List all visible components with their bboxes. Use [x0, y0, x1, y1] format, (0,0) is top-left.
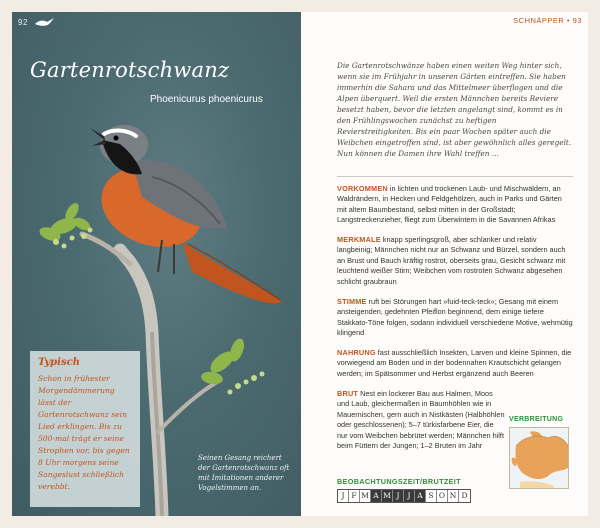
section-text: Nest ein lockerer Bau aus Halmen, Moos und Laub, gleichermaßen in Baumhöhlen wie in Mauernischen, gern auch in Nistkästen (Halbhöhlen oder geschlossenen); 5–7 türkisfarbene Eier, die nur vom Weibchen bebrütet werden; Männchen hilft beim Füttern der Jungen; 1–2 Bruten im Jahr: [337, 389, 505, 451]
section-text: in lichten und trockenen Laub- und Mischwäldern, an Waldrändern, in Hecken und Feldgehölzen, auch in Parks und Gärten mit altem Baumbestand, selbst mitten in der Großstadt; Langstreckenzieher, fliegt zum Überwintern in die Savannen Afrikas: [337, 184, 562, 225]
month-cell: M: [360, 490, 371, 502]
month-cell: S: [426, 490, 437, 502]
section-heading: NAHRUNG: [337, 348, 376, 357]
section-heading: BRUT: [337, 389, 359, 398]
section-stimme: [337, 297, 573, 339]
right-page-header: SCHNÄPPER • 93: [513, 16, 582, 25]
section-text: ruft bei Störungen hart »fuid-teck-teck«; Gesang mit einem ansteigenden, gedehnten Pfeiflon beginnend, dem einige tiefere Stakkato-Töne folgen, sodann individuell verschiedene Motive, wehmütig klingend: [337, 297, 573, 338]
section-heading: STIMME: [337, 297, 367, 306]
section-vorkommen: [337, 184, 573, 226]
section-heading: MERKMALE: [337, 235, 381, 244]
map-label: VERBREITUNG: [509, 416, 564, 423]
month-cell: A: [371, 490, 382, 502]
month-bar: [337, 489, 471, 503]
section-text: knapp sperlingsgroß, aber schlanker und relativ langbeinig; Männchen nicht nur an Schwanz und Bürzel, sondern auch an Brust und Bauch kräftig rostrot, oberseits grau, Gesicht schwarz mit leuchtend weißer Stirn; Weibchen vom rostroten Schwanz abgesehen schlicht graubraun: [337, 235, 566, 286]
month-cell: N: [448, 490, 459, 502]
section-heading: VORKOMMEN: [337, 184, 388, 193]
month-cell: J: [393, 490, 404, 502]
section-text: fast ausschließlich Insekten, Larven und kleine Spinnen, die vorwiegend am Boden und in der bodennahen Krautschicht gelangen werden; im Spätsommer und Herbst ergänzend auch Beeren: [337, 348, 572, 378]
typisch-box: [30, 351, 140, 507]
observation-label: BEOBACHTUNGSZEIT/BRUTZEIT: [337, 477, 461, 486]
photo-caption: Seinen Gesang reichert der Gartenrotschwanz oft mit Imitationen anderer Vogelstimmen an.: [198, 454, 290, 492]
right-page: [301, 12, 588, 516]
distribution-map: [509, 427, 569, 489]
europe-map-icon: [510, 428, 569, 489]
latin-name: Phoenicurus phoenicurus: [150, 94, 263, 105]
typisch-title: Typisch: [38, 357, 80, 368]
month-cell: J: [338, 490, 349, 502]
month-cell: F: [349, 490, 360, 502]
typisch-text: Schon in frühester Morgendämmerung lässt der Gartenrotschwanz sein Lied erklingen. Bis zu 500-mal trägt er seine Strophen vor, bis gegen 8 Uhr morgens seine Sangeslust schließlich verebbt.: [38, 374, 130, 491]
month-cell: J: [404, 490, 415, 502]
left-page: [12, 12, 301, 516]
left-page-header: [12, 12, 301, 32]
bird-icon: [34, 16, 56, 28]
section-merkmale: [337, 235, 573, 287]
month-cell: A: [415, 490, 426, 502]
intro-text: Die Gartenrotschwänze haben einen weiten Weg hinter sich, wenn sie im Frühjahr in unseren Gärten eintreffen. Sie haben immerhin die Sahara und das Mittelmeer überflogen und die Alpen überquert. Weil die ersten Männchen bereits Reviere besetzt haben, bevor die letzten angelangt sind, kommt es in den Frühlingswochen zunächst zu heftigen Revierstreitigkeiten. Bis ein paar Wochen später auch die Weibchen eingetroffen sind, ist aber gewöhnlich alles geregelt. Nun können die Damen ihre Wahl treffen …: [337, 61, 572, 158]
species-name: Gartenrotschwanz: [30, 58, 230, 82]
section-nahrung: [337, 348, 573, 379]
month-cell: M: [382, 490, 393, 502]
month-cell: D: [461, 491, 468, 500]
divider: [337, 176, 573, 177]
left-page-number: 92: [18, 17, 28, 27]
month-cell: O: [437, 490, 448, 502]
section-brut: [337, 389, 505, 451]
